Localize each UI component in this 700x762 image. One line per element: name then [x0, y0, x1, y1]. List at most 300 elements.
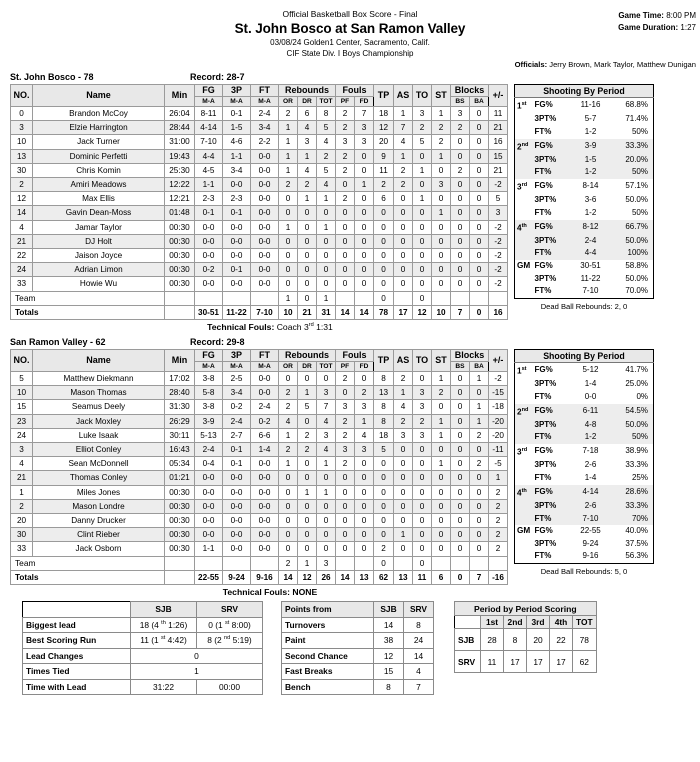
lead-row-srv: 00:00 [197, 679, 263, 695]
team1-shooting-wrap [514, 84, 654, 311]
shooting-percentage: 54.5% [613, 404, 654, 419]
player-ft: 0-0 [251, 149, 279, 163]
technical-fouls-value: NONE [292, 587, 318, 598]
table-row[interactable] [11, 372, 508, 386]
player-bs: 0 [451, 192, 470, 206]
table-row[interactable] [11, 443, 508, 457]
table-row[interactable] [11, 428, 508, 442]
shooting-stat-label: FT% [534, 391, 552, 401]
player-3p: 0-0 [223, 220, 251, 234]
points-from-row [282, 679, 434, 695]
player-ba: 0 [470, 485, 489, 499]
team-3p [223, 556, 251, 570]
shooting-stat-label: 3PT% [535, 419, 569, 432]
table-row[interactable] [11, 234, 508, 248]
team1-name: St. John Bosco - 78 [10, 72, 94, 82]
col-3p: 3P [223, 85, 251, 97]
totals-min [165, 305, 195, 319]
player-points: 0 [374, 277, 394, 291]
player-assists: 7 [394, 121, 413, 135]
points-from-srv: 24 [404, 633, 434, 649]
player-minutes: 28:44 [165, 121, 195, 135]
player-tot-reb: 0 [317, 528, 336, 542]
period-score-value: 20 [527, 629, 550, 651]
player-turnovers: 0 [413, 471, 432, 485]
player-bs: 0 [451, 400, 470, 414]
player-name: Amiri Meadows [33, 178, 165, 192]
shooting-made-attempted: 8-14 [582, 181, 599, 191]
shooting-made-attempted: 3-9 [569, 139, 613, 154]
shooting-title-row [515, 85, 654, 98]
table-row[interactable] [11, 163, 508, 177]
player-minutes: 12:22 [165, 178, 195, 192]
player-ft: 0-0 [251, 277, 279, 291]
player-name: Jamar Taylor [33, 220, 165, 234]
technical-fouls-value: Coach 3rd 1:31 [276, 322, 333, 333]
player-tot-reb: 0 [317, 514, 336, 528]
table-row[interactable] [11, 107, 508, 121]
lead-row-sjb: 11 (1 $^{st}$ 4:42) [131, 633, 197, 649]
shooting-made-attempted: 4-14 [569, 485, 613, 500]
shooting-period [515, 207, 535, 220]
player-plusminus: -2 [489, 277, 508, 291]
period-score-value: 11 [481, 651, 504, 673]
team1-table-body [11, 107, 508, 320]
player-points: 8 [374, 400, 394, 414]
player-points: 8 [374, 414, 394, 428]
shooting-percentage: 71.4% [625, 114, 648, 124]
lead-row [23, 617, 263, 633]
player-ft: 0-0 [251, 234, 279, 248]
team-points: 0 [374, 556, 394, 570]
table-row[interactable] [11, 206, 508, 220]
table-row[interactable] [11, 485, 508, 499]
shooting-period: 2nd [515, 139, 535, 154]
player-number: 15 [11, 400, 33, 414]
table-row[interactable] [11, 263, 508, 277]
shooting-made-attempted: 7-18 [582, 446, 599, 456]
shooting-row [515, 207, 654, 220]
player-turnovers: 3 [413, 400, 432, 414]
table-row[interactable] [11, 471, 508, 485]
player-or: 0 [279, 263, 298, 277]
player-ft: 2-2 [251, 135, 279, 149]
totals-points: 78 [374, 305, 394, 319]
table-row[interactable] [11, 121, 508, 135]
player-ft: 0-0 [251, 514, 279, 528]
player-turnovers: 0 [413, 178, 432, 192]
player-minutes: 01:48 [165, 206, 195, 220]
player-fd: 0 [355, 277, 374, 291]
table-row[interactable] [11, 220, 508, 234]
player-assists: 2 [394, 414, 413, 428]
player-dr: 1 [298, 386, 317, 400]
header-subtitle: Official Basketball Box Score - Final [282, 9, 418, 19]
player-bs: 3 [451, 107, 470, 121]
shooting-row [515, 235, 654, 248]
player-steals: 0 [432, 263, 451, 277]
player-name: Seamus Deely [33, 400, 165, 414]
table-row[interactable] [11, 277, 508, 291]
player-or: 2 [279, 107, 298, 121]
team2-dead-ball-rebounds [514, 564, 654, 576]
shooting-stat-label: 3PT% [534, 273, 557, 283]
shooting-stat-label: 3PT% [534, 114, 557, 124]
col-blocks: Blocks [451, 85, 489, 97]
shooting-stat-label: FT% [535, 166, 569, 179]
player-ft: 0-0 [251, 499, 279, 513]
player-tot-reb: 1 [317, 457, 336, 471]
team-fg [195, 556, 223, 570]
player-assists: 1 [394, 149, 413, 163]
shooting-percentage: 50% [631, 207, 648, 217]
totals-label: Totals [11, 570, 165, 584]
shooting-made-attempted: 1-2 [569, 431, 613, 444]
player-plusminus: -2 [489, 249, 508, 263]
lead-row-srv: 8 (2 $^{nd}$ 5:19) [197, 633, 263, 649]
player-or: 2 [279, 400, 298, 414]
team-dr: 1 [298, 556, 317, 570]
player-steals: 0 [432, 528, 451, 542]
player-points: 18 [374, 107, 394, 121]
shooting-percentage: 50.0% [625, 195, 648, 205]
col-min: Min [165, 85, 195, 107]
player-name: Mason Thomas [33, 386, 165, 400]
table-row[interactable] [11, 178, 508, 192]
game-time-row [618, 10, 696, 22]
shooting-percentage: 38.9% [625, 446, 648, 456]
lead-table-body [23, 617, 263, 695]
lead-row-label: Biggest lead [23, 617, 131, 633]
shooting-period [515, 431, 535, 444]
shooting-made-attempted: 1-4 [584, 379, 597, 389]
player-pf: 3 [336, 400, 355, 414]
shooting-period: 1st [517, 366, 527, 376]
team-bs [451, 556, 470, 570]
player-ba: 1 [470, 414, 489, 428]
player-dr: 1 [298, 485, 317, 499]
player-number: 3 [11, 121, 33, 135]
shooting-period [515, 391, 535, 404]
shooting-stat-label: FG% [535, 485, 569, 500]
dead-ball-value: 5, 0 [614, 566, 628, 576]
player-tot-reb: 0 [317, 206, 336, 220]
shooting-row [515, 525, 654, 538]
player-steals: 0 [432, 234, 451, 248]
player-bs: 0 [451, 443, 470, 457]
player-3p: 2-4 [223, 414, 251, 428]
player-ba: 0 [470, 121, 489, 135]
player-or: 0 [279, 542, 298, 556]
player-fd: 0 [355, 149, 374, 163]
player-bs: 0 [451, 263, 470, 277]
shooting-percentage: 0% [636, 391, 648, 401]
team2-table-body [11, 372, 508, 585]
totals-fd: 14 [355, 305, 374, 319]
shooting-period [515, 235, 535, 248]
player-minutes: 26:29 [165, 414, 195, 428]
player-steals: 0 [432, 542, 451, 556]
player-fg: 0-0 [195, 249, 223, 263]
player-ft: 0-0 [251, 471, 279, 485]
player-name: Elzie Harrington [33, 121, 165, 135]
player-steals: 2 [432, 386, 451, 400]
table-row[interactable] [11, 457, 508, 471]
shooting-percentage: 50.0% [613, 235, 654, 248]
table-row[interactable] [11, 528, 508, 542]
player-dr: 0 [298, 277, 317, 291]
table-row[interactable] [11, 249, 508, 263]
player-points: 2 [374, 542, 394, 556]
player-pf: 3 [336, 443, 355, 457]
shooting-period: 2nd [515, 404, 535, 419]
table-row[interactable] [11, 542, 508, 556]
shooting-stat-label: FG% [534, 100, 553, 110]
game-time-value: 8:00 PM [666, 11, 696, 20]
player-fg: 8-11 [195, 107, 223, 121]
player-name: Luke Isaak [33, 428, 165, 442]
lead-header-row [23, 602, 263, 618]
player-turnovers: 3 [413, 386, 432, 400]
player-pf: 0 [336, 277, 355, 291]
shooting-row [515, 459, 654, 472]
player-fg: 0-4 [195, 457, 223, 471]
player-points: 0 [374, 234, 394, 248]
player-minutes: 00:30 [165, 277, 195, 291]
player-ft: 0-0 [251, 249, 279, 263]
col-no: NO. [11, 350, 33, 372]
player-steals: 0 [432, 192, 451, 206]
player-turnovers: 0 [413, 457, 432, 471]
player-ba: 0 [470, 220, 489, 234]
player-fd: 3 [355, 443, 374, 457]
player-plusminus: -2 [489, 220, 508, 234]
player-minutes: 00:30 [165, 485, 195, 499]
player-ft: 0-0 [251, 206, 279, 220]
player-3p: 0-0 [223, 471, 251, 485]
player-ft: 2-4 [251, 400, 279, 414]
player-minutes: 00:30 [165, 514, 195, 528]
player-3p: 0-1 [223, 206, 251, 220]
totals-3p: 11-22 [223, 305, 251, 319]
dead-ball-label: Dead Ball Rebounds: [540, 566, 613, 576]
player-bs: 0 [451, 372, 470, 386]
points-from-head [282, 602, 434, 618]
shooting-stat-label: FT% [534, 551, 552, 561]
col-to: TO [413, 85, 432, 107]
player-bs: 0 [451, 457, 470, 471]
table-row[interactable] [11, 514, 508, 528]
player-ba: 0 [470, 514, 489, 528]
player-name: Max Ellis [33, 192, 165, 206]
player-ft: 0-0 [251, 163, 279, 177]
player-fg: 4-14 [195, 121, 223, 135]
shooting-made-attempted: 1-2 [584, 207, 597, 217]
period-scoring-title: Period by Period Scoring [455, 602, 597, 616]
player-turnovers: 0 [413, 149, 432, 163]
shooting-period [515, 472, 535, 485]
player-ba: 0 [470, 386, 489, 400]
player-fg: 4-4 [195, 149, 223, 163]
team-min [165, 291, 195, 305]
totals-turnovers: 12 [413, 305, 432, 319]
player-pf: 0 [336, 528, 355, 542]
player-fg: 2-3 [195, 192, 223, 206]
col-fouls: Fouls [336, 350, 374, 362]
shooting-row [515, 538, 654, 551]
player-plusminus: -15 [489, 386, 508, 400]
player-points: 0 [374, 249, 394, 263]
team1-dead-ball-rebounds [514, 299, 654, 311]
player-pf: 2 [336, 149, 355, 163]
col-fouls: Fouls [336, 85, 374, 97]
shooting-stat-label: FG% [534, 526, 553, 536]
player-3p: 4-6 [223, 135, 251, 149]
player-points: 11 [374, 163, 394, 177]
totals-pf: 14 [336, 305, 355, 319]
team-plusminus [489, 291, 508, 305]
table-row[interactable] [11, 386, 508, 400]
player-steals: 0 [432, 485, 451, 499]
player-minutes: 05:34 [165, 457, 195, 471]
shooting-row [515, 485, 654, 500]
player-fg: 7-10 [195, 135, 223, 149]
player-name: Brandon McCoy [33, 107, 165, 121]
period-scoring-table [454, 601, 597, 673]
player-bs: 0 [451, 528, 470, 542]
player-points: 12 [374, 121, 394, 135]
points-from-body [282, 617, 434, 695]
player-or: 0 [279, 372, 298, 386]
shooting-percentage: 41.7% [625, 365, 648, 375]
player-or: 0 [279, 528, 298, 542]
table-row[interactable] [11, 149, 508, 163]
player-plusminus: -2 [489, 263, 508, 277]
player-turnovers: 0 [413, 249, 432, 263]
team-fd [355, 291, 374, 305]
player-assists: 0 [394, 206, 413, 220]
player-or: 2 [279, 443, 298, 457]
player-or: 0 [279, 485, 298, 499]
col-blocks: Blocks [451, 350, 489, 362]
shooting-made-attempted: 22-55 [580, 526, 601, 536]
lead-table-head [23, 602, 263, 618]
shooting-row [515, 139, 654, 154]
shooting-percentage: 50% [613, 431, 654, 444]
player-3p: 0-0 [223, 234, 251, 248]
player-assists: 3 [394, 428, 413, 442]
player-turnovers: 0 [413, 514, 432, 528]
shooting-row [515, 166, 654, 179]
totals-ft: 9-16 [251, 570, 279, 584]
player-assists: 0 [394, 542, 413, 556]
player-or: 2 [279, 386, 298, 400]
table-row[interactable] [11, 400, 508, 414]
points-from-table [281, 601, 434, 695]
player-fg: 0-0 [195, 485, 223, 499]
team-row-label: Team [11, 291, 165, 305]
table-row[interactable] [11, 192, 508, 206]
col-fg-ma: M-A [195, 362, 223, 372]
player-ba: 0 [470, 206, 489, 220]
team-bs [451, 291, 470, 305]
player-3p: 0-1 [223, 107, 251, 121]
period-column-header: TOT [573, 616, 597, 629]
player-3p: 0-1 [223, 263, 251, 277]
team-ba [470, 556, 489, 570]
table-row[interactable] [11, 414, 508, 428]
points-from-label: Fast Breaks [282, 664, 374, 680]
period-score-value: 17 [550, 651, 573, 673]
player-turnovers: 0 [413, 528, 432, 542]
header-row-main [11, 350, 508, 362]
col-fg: FG [195, 85, 223, 97]
player-turnovers: 5 [413, 135, 432, 149]
player-name: Howie Wu [33, 277, 165, 291]
player-fd: 0 [355, 192, 374, 206]
player-dr: 6 [298, 107, 317, 121]
player-turnovers: 3 [413, 428, 432, 442]
totals-fg: 30-51 [195, 305, 223, 319]
player-minutes: 17:02 [165, 372, 195, 386]
player-bs: 0 [451, 149, 470, 163]
player-steals: 1 [432, 414, 451, 428]
player-tot-reb: 0 [317, 234, 336, 248]
player-ft: 0-0 [251, 457, 279, 471]
player-fd: 2 [355, 386, 374, 400]
player-or: 1 [279, 428, 298, 442]
team-tot-reb: 1 [317, 291, 336, 305]
player-turnovers: 0 [413, 372, 432, 386]
player-turnovers: 0 [413, 277, 432, 291]
lead-row [23, 633, 263, 649]
player-pf: 3 [336, 135, 355, 149]
totals-dr: 12 [298, 570, 317, 584]
team1-boxscore-wrap [10, 84, 508, 320]
player-ba: 0 [470, 149, 489, 163]
shooting-period [515, 513, 535, 526]
player-number: 2 [11, 178, 33, 192]
player-turnovers: 0 [413, 499, 432, 513]
team-ft [251, 556, 279, 570]
player-plusminus: 2 [489, 499, 508, 513]
player-tot-reb: 1 [317, 220, 336, 234]
shooting-percentage: 25% [631, 473, 648, 482]
table-row[interactable] [11, 135, 508, 149]
player-assists: 0 [394, 485, 413, 499]
player-assists: 0 [394, 277, 413, 291]
player-fd: 0 [355, 499, 374, 513]
shooting-percentage: 57.1% [625, 181, 648, 191]
player-fd: 1 [355, 414, 374, 428]
table-row[interactable] [11, 499, 508, 513]
player-points: 18 [374, 428, 394, 442]
officials-label: Officials: [514, 60, 548, 69]
player-tot-reb: 5 [317, 121, 336, 135]
player-tot-reb: 7 [317, 400, 336, 414]
player-tot-reb: 5 [317, 163, 336, 177]
player-name: Jaison Joyce [33, 249, 165, 263]
team-row-label: Team [11, 556, 165, 570]
shooting-period [515, 166, 535, 179]
period-column-header: 1st [481, 616, 504, 629]
player-points: 5 [374, 443, 394, 457]
player-points: 0 [374, 457, 394, 471]
shooting-percentage: 20.0% [613, 154, 654, 167]
player-ft: 0-0 [251, 263, 279, 277]
player-fd: 0 [355, 528, 374, 542]
points-from-srv: 14 [404, 648, 434, 664]
